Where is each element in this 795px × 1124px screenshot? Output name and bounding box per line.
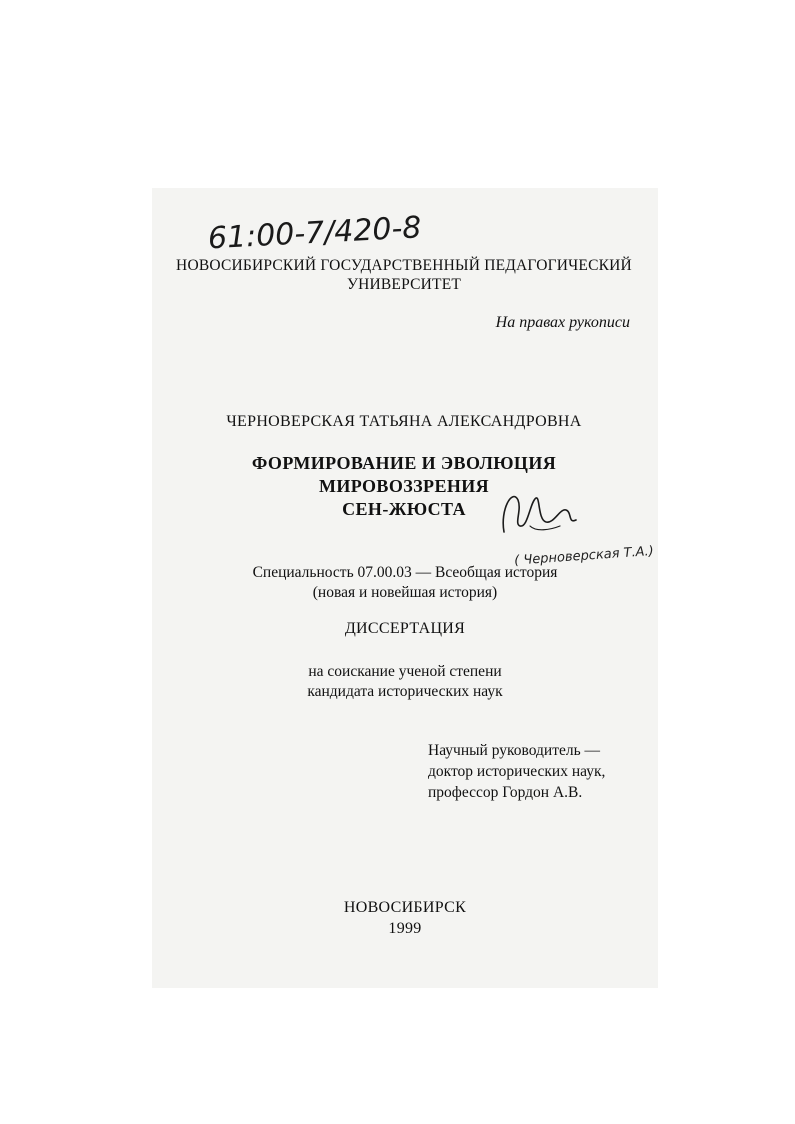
university-name [170,256,638,294]
manuscript-note: На правах рукописи [495,314,630,331]
supervisor-line-3: профессор Гордон А.В. [428,784,583,801]
archive-code-handwritten [200,205,500,260]
year: 1999 [388,920,422,937]
university-line-2: УНИВЕРСИТЕТ [346,276,462,293]
specialty-line-1: Специальность 07.00.03 — Всеобщая история [252,564,558,581]
degree-purpose [200,662,610,702]
author-name: ЧЕРНОВЕРСКАЯ ТАТЬЯНА АЛЕКСАНДРОВНА [226,413,582,430]
place-and-year [200,897,610,939]
degree-line-1: на соискание ученой степени [308,663,502,680]
supervisor-block [428,740,648,803]
specialty-line-2: (новая и новейшая история) [312,584,498,601]
degree-line-2: кандидата исторических наук [307,683,503,700]
author-signature [490,480,660,575]
document-type: ДИССЕРТАЦИЯ [344,620,466,637]
title-line-2: МИРОВОЗЗРЕНИЯ [318,476,490,496]
archive-code-text: 61:00-7/420-8 [207,210,423,257]
university-line-1: НОВОСИБИРСКИЙ ГОСУДАРСТВЕННЫЙ ПЕДАГОГИЧЕСКИЙ [176,257,632,274]
signature-note: ( Черноверская Т.А.) [513,543,655,569]
place: НОВОСИБИРСК [343,899,467,916]
supervisor-line-2: доктор исторических наук, [428,763,606,780]
supervisor-line-1: Научный руководитель — [428,742,601,759]
signature-scribble [503,497,576,532]
title-line-3: СЕН-ЖЮСТА [342,499,466,519]
specialty [200,563,610,603]
title-line-1: ФОРМИРОВАНИЕ И ЭВОЛЮЦИЯ [251,453,557,473]
